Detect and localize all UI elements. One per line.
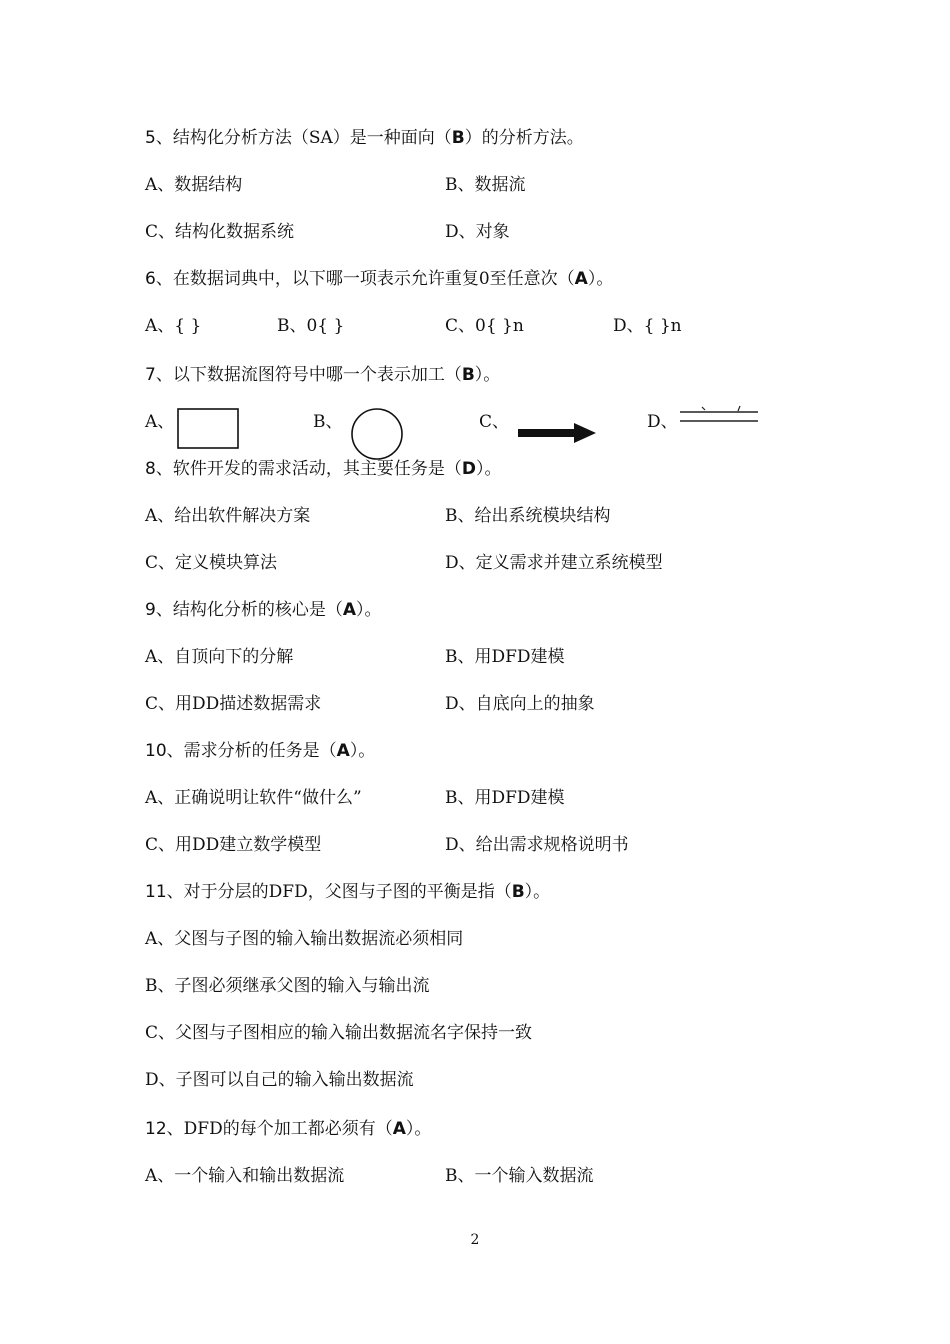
option-a: A、自顶向下的分解 — [145, 647, 294, 667]
question-stem: 结构化分析方法（SA）是一种面向（ — [172, 128, 452, 148]
question-stem-end: ）。 — [524, 882, 551, 902]
option-c: C、0{ }n — [445, 316, 524, 336]
option-a: A、父图与子图的输入输出数据流必须相同 — [145, 929, 464, 949]
option-c: C、定义模块算法 — [145, 553, 278, 573]
option-c: C、用DD建立数学模型 — [145, 835, 322, 855]
question-12 — [145, 1116, 431, 1142]
question-stem-end: ）的分析方法。 — [464, 128, 584, 148]
option-a: A、 — [145, 412, 175, 432]
question-5 — [145, 125, 584, 151]
question-stem: DFD的每个加工都必须有（ — [183, 1119, 393, 1139]
option-c: C、结构化数据系统 — [145, 222, 295, 242]
option-b: B、给出系统模块结构 — [445, 506, 611, 526]
circle-symbol-icon — [349, 408, 407, 462]
option-b: B、一个输入数据流 — [445, 1166, 594, 1186]
answer-letter: B — [461, 365, 475, 385]
answer-letter: A — [336, 741, 350, 761]
question-11 — [145, 879, 550, 905]
option-a: A、{ } — [145, 316, 202, 336]
question-stem: 在数据词典中，以下哪一项表示允许重复0至任意次（ — [172, 269, 575, 289]
question-8 — [145, 456, 501, 482]
option-c: C、用DD描述数据需求 — [145, 694, 322, 714]
answer-letter: B — [511, 882, 525, 902]
question-stem-end: ）。 — [475, 459, 502, 479]
option-d: D、对象 — [445, 222, 510, 242]
rectangle-symbol-icon — [177, 408, 241, 452]
answer-letter: D — [461, 459, 476, 479]
parallel-lines-symbol-icon — [678, 404, 760, 426]
question-number: 11、 — [145, 882, 184, 902]
question-number: 7、 — [145, 365, 173, 385]
question-number: 12、 — [145, 1119, 184, 1139]
option-a: A、数据结构 — [145, 175, 243, 195]
answer-letter: A — [392, 1119, 406, 1139]
page-number: 2 — [470, 1232, 480, 1248]
question-stem-end: ）。 — [474, 365, 501, 385]
question-10 — [145, 738, 375, 764]
option-b: B、用DFD建模 — [445, 788, 565, 808]
answer-letter: A — [342, 600, 356, 620]
option-b: B、子图必须继承父图的输入与输出流 — [145, 976, 430, 996]
question-7 — [145, 362, 500, 388]
question-stem: 需求分析的任务是（ — [183, 741, 337, 761]
option-b: B、0{ } — [277, 316, 345, 336]
option-d: D、自底向上的抽象 — [445, 694, 595, 714]
question-number: 8、 — [145, 459, 173, 479]
question-6 — [145, 266, 613, 292]
question-number: 9、 — [145, 600, 173, 620]
question-stem-end: ）。 — [405, 1119, 432, 1139]
question-number: 5、 — [145, 128, 173, 148]
question-stem: 以下数据流图符号中哪一个表示加工（ — [172, 365, 462, 385]
question-stem: 对于分层的DFD，父图与子图的平衡是指（ — [183, 882, 512, 902]
option-c: C、父图与子图相应的输入输出数据流名字保持一致 — [145, 1023, 533, 1043]
answer-letter: A — [574, 269, 588, 289]
option-d: D、定义需求并建立系统模型 — [445, 553, 663, 573]
question-number: 6、 — [145, 269, 173, 289]
option-c: C、 — [479, 412, 510, 432]
option-b: B、数据流 — [445, 175, 526, 195]
option-a: A、给出软件解决方案 — [145, 506, 311, 526]
option-b: B、用DFD建模 — [445, 647, 565, 667]
option-d: D、 — [647, 412, 678, 432]
question-9 — [145, 597, 382, 623]
option-a: A、正确说明让软件“做什么” — [145, 788, 362, 808]
option-a: A、一个输入和输出数据流 — [145, 1166, 345, 1186]
question-number: 10、 — [145, 741, 184, 761]
options-row — [145, 313, 845, 339]
answer-letter: B — [451, 128, 465, 148]
option-d: D、子图可以自己的输入输出数据流 — [145, 1070, 414, 1090]
question-stem: 软件开发的需求活动，其主要任务是（ — [172, 459, 462, 479]
question-stem-end: ）。 — [356, 600, 382, 620]
question-stem-end: ）。 — [349, 741, 376, 761]
option-b: B、 — [313, 412, 343, 432]
question-stem: 结构化分析的核心是（ — [172, 600, 343, 620]
question-stem-end: ）。 — [587, 269, 614, 289]
option-d: D、给出需求规格说明书 — [445, 835, 629, 855]
option-d: D、{ }n — [613, 316, 682, 336]
arrow-symbol-icon — [516, 421, 600, 445]
